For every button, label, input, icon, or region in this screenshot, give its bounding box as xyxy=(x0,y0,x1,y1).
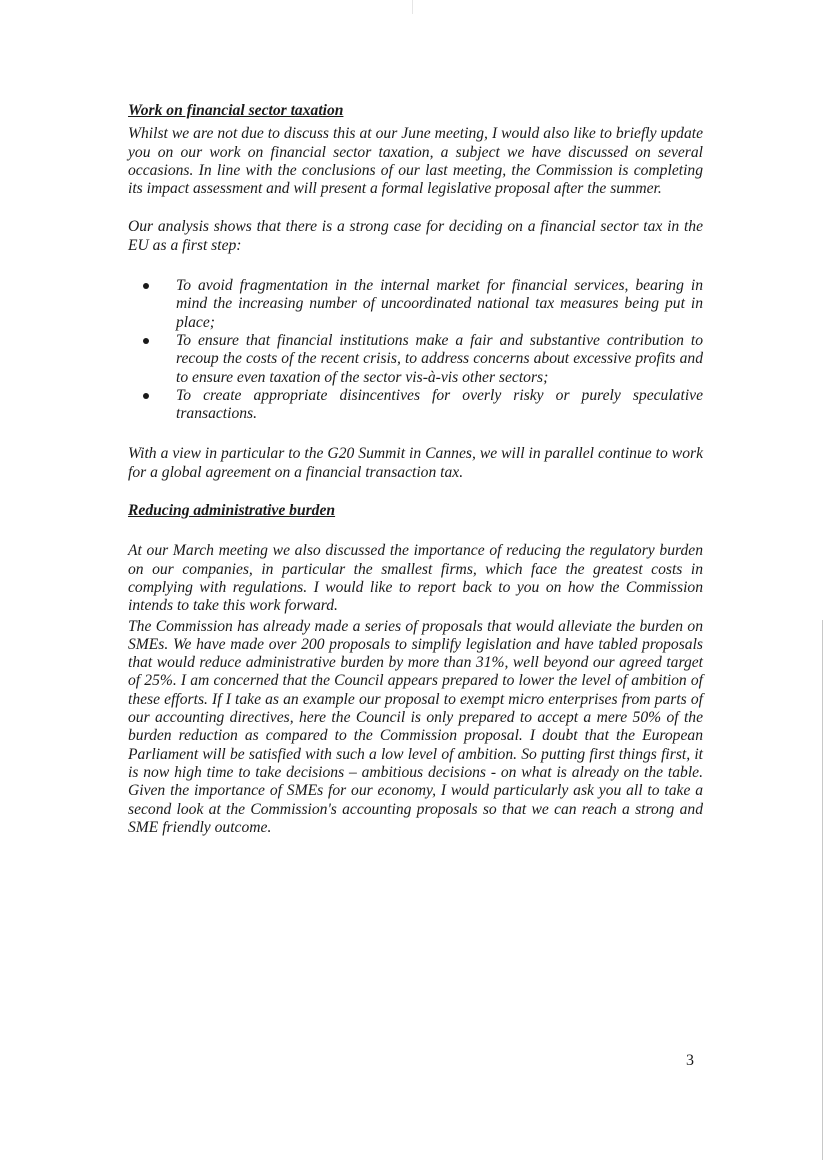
list-item: To ensure that financial institutions make a fair and substantive contribution to recoup the costs of the recent crisis, to address concerns about excessive profits and to ensure even taxation of the sector vis-à-vis other sectors; xyxy=(128,332,703,387)
admin-paragraph-2: The Commission has already made a series of proposals that would alleviate the burden on SMEs. We have made over 200 proposals to simplify legislation and have tabled proposals that would reduce administrative burden by more than 31%, well beyond our agreed target of 25%. I am concerned that the Council appears prepared to lower the level of ambition of these efforts. If I take as an example our proposal to exempt micro enterprises from parts of our accounting directives, here the Council is only prepared to accept a mere 50% of the burden reduction as compared to the Commission proposal. I doubt that the European Parliament will be satisfied with such a low level of ambition. So putting first things first, it is now high time to take decisions – ambitious decisions - on what is already on the table. Given the importance of SMEs for our economy, I would particularly ask you all to take a second look at the Commission's accounting proposals so that we can reach a strong and SME friendly outcome. xyxy=(128,617,703,836)
taxation-paragraph-3: With a view in particular to the G20 Summit in Cannes, we will in parallel continue to work for a global agreement on a financial transaction tax. xyxy=(128,445,703,481)
scan-edge-mark xyxy=(412,0,413,14)
scan-edge-line xyxy=(822,620,823,1160)
list-item: To avoid fragmentation in the internal market for financial services, bearing in mind the increasing number of uncoordinated national tax measures being put in place; xyxy=(128,277,703,332)
bullet-icon xyxy=(143,338,149,344)
taxation-bullet-list xyxy=(128,277,703,423)
section-heading-taxation: Work on financial sector taxation xyxy=(128,102,344,119)
page-number: 3 xyxy=(686,1052,694,1069)
bullet-icon xyxy=(143,393,149,399)
taxation-paragraph-1: Whilst we are not due to discuss this at our June meeting, I would also like to briefly update you on our work on financial sector taxation, a subject we have discussed on several occasions. In line with the conclusions of our last meeting, the Commission is completing its impact assessment and will present a formal legislative proposal after the summer. xyxy=(128,125,703,198)
section-heading-admin: Reducing administrative burden xyxy=(128,502,336,520)
admin-paragraph-1: At our March meeting we also discussed the importance of reducing the regulatory burden on our companies, in particular the smallest firms, which face the greatest costs in complying with regulations. I would like to report back to you on how the Commission intends to take this work forward. xyxy=(128,542,703,615)
page-body xyxy=(128,102,703,837)
bullet-icon xyxy=(143,283,149,289)
taxation-paragraph-2: Our analysis shows that there is a strong case for deciding on a financial sector tax in the EU as a first step: xyxy=(128,218,703,254)
list-item: To create appropriate disincentives for overly risky or purely speculative transactions. xyxy=(128,387,703,424)
